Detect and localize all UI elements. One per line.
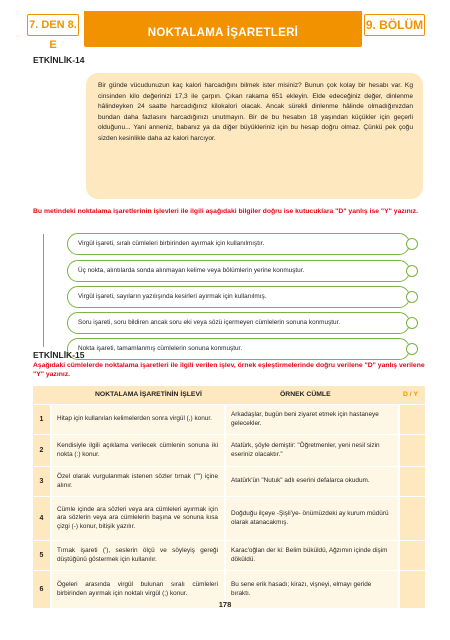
table-row — [33, 496, 425, 540]
activity-15-title: ETKİNLİK-15 — [33, 350, 85, 360]
example-cell — [226, 497, 398, 540]
function-cell — [52, 497, 224, 540]
answer-cell[interactable] — [400, 435, 425, 466]
row-number: 1 — [33, 405, 50, 434]
answer-cell[interactable] — [400, 571, 425, 608]
answer-box[interactable] — [406, 317, 418, 329]
statement-text: Virgül işareti, sayıların yazılışında kesirleri ayırmak için kullanılmış. — [78, 293, 267, 300]
answer-box[interactable] — [406, 343, 418, 355]
table-row — [33, 540, 425, 570]
example-cell — [226, 435, 398, 466]
table-row — [33, 434, 425, 466]
matching-table — [33, 386, 425, 608]
row-number: 6 — [33, 571, 50, 608]
answer-cell[interactable] — [400, 467, 425, 496]
function-cell — [52, 435, 224, 466]
example-text: Atatürk, şöyle demiştir: "Öğretmenler, yeni nesil sizin eseriniz olacaktır." — [231, 441, 380, 458]
table-header — [33, 386, 425, 404]
statement-4 — [67, 312, 410, 334]
grade-label: 7. DEN 8. E — [27, 14, 79, 36]
function-cell — [52, 541, 224, 570]
header-title: NOKTALAMA İŞARETLERİ — [147, 27, 299, 39]
column-header-example: ÖRNEK CÜMLE — [280, 391, 331, 398]
column-header-dy: D / Y — [403, 391, 418, 398]
answer-box[interactable] — [406, 265, 418, 277]
example-text: Arkadaşlar, bugün beni ziyaret etmek için hastaneye gelecekler. — [231, 410, 379, 427]
statement-5 — [67, 338, 410, 360]
chapter-label: 9. BÖLÜM — [364, 14, 425, 36]
statement-text: Üç nokta, alıntılarda sonda alınmayan kelime veya bölümlerin yerine konmuştur. — [78, 267, 305, 274]
statement-text: Soru işareti, soru bildiren ancak soru eki veya sözü içermeyen cümlelerin sonuna konmuştur. — [78, 319, 341, 326]
statement-2 — [67, 260, 410, 282]
page-header — [0, 0, 450, 51]
answer-cell[interactable] — [400, 541, 425, 570]
statements-connector — [43, 234, 65, 347]
table-row — [33, 404, 425, 434]
statement-1 — [67, 233, 410, 255]
activity-14-title: ETKİNLİK-14 — [33, 55, 85, 65]
row-number: 3 — [33, 467, 50, 496]
page-number: 178 — [218, 600, 232, 609]
example-text: Doğduğu ilçeye -Şişli'ye- önümüzdeki ay kurum müdürü olarak atanacakmış. — [231, 509, 389, 526]
answer-cell[interactable] — [400, 497, 425, 540]
example-text: Karac'oğlan der ki: Belim büküldü, Ağzımın içinde dişim döküldü. — [231, 546, 388, 563]
row-number: 4 — [33, 497, 50, 540]
answer-box[interactable] — [406, 291, 418, 303]
answer-cell[interactable] — [400, 405, 425, 434]
example-cell — [226, 571, 398, 608]
answer-box[interactable] — [406, 238, 418, 250]
function-cell — [52, 405, 224, 434]
header-title-bar — [84, 11, 362, 47]
function-text: Tırnak işareti ('), seslerin ölçü ve söyleyiş gereği düştüğünü göstermek için kullanılır. — [57, 546, 218, 563]
function-text: Özel olarak vurgulanmak istenen sözler tırnak ("") içine alınır. — [57, 472, 218, 489]
statement-text: Nokta işareti, tamamlanmış cümlelerin sonuna konmuştur. — [78, 345, 243, 352]
function-text: Hitap için kullanılan kelimelerden sonra virgül (,) konur. — [57, 415, 212, 423]
table-row — [33, 466, 425, 496]
statement-3 — [67, 286, 410, 308]
function-text: Cümle içinde ara sözleri veya ara cümleleri ayırmak için ara sözlerin veya ara cümlelerin başına ve sonuna kısa çizgi (-) konur, bitişik yazılır. — [57, 505, 218, 530]
reading-passage: Bir günde vücudunuzun kaç kalori harcadığını bilmek ister misiniz? Bunun çok kolay bir hesabı var. Kg cinsinden kilo değerinizi 17,3 ile çarpın. Çıkan rakama 651 ekleyin. Elde edeceğiniz değer, dinlenme hâlindeyken 24 saatte harcadığınız kilokalori olacak. Ancak sürekli dinlenme hâlinde olmadığınızdan bundan daha fazlasını harcadığınızı unutmayın. Bir de bu hesabın 18 yaşından küçükler için geçerli olduğunu... Yani anneniz, babanız ya da diğer büyükleriniz için bu hesap doğru olmaz. Çünkü pek çoğu sizden kesinlikle daha az kalori harcıyor. — [86, 73, 423, 199]
example-cell — [226, 467, 398, 496]
function-text: Kendisiyle ilgili açıklama verilecek cümlenin sonuna iki nokta (:) konur. — [57, 441, 218, 458]
row-number: 2 — [33, 435, 50, 466]
example-cell — [226, 405, 398, 434]
example-text: Bu sene erik hasadı; kirazı, vişneyi, elmayı geride bıraktı. — [231, 580, 372, 597]
function-cell — [52, 571, 224, 608]
activity-15-instruction: Aşağıdaki cümlelerde noktalama işaretleri ile ilgili verilen işlev, örnek eşleştirmelerinde doğru verilene "D" yanlış verilene "Y" yazınız. — [33, 362, 425, 379]
activity-14-instruction: Bu metindeki noktalama işaretlerinin işlevleri ile ilgili aşağıdaki bilgiler doğru ise kutucuklara "D" yanlış ise "Y" yazınız. — [33, 208, 418, 215]
function-cell — [52, 467, 224, 496]
example-text: Atatürk'ün "Nutuk" adlı eserini defalarca okudum. — [231, 477, 370, 485]
statement-text: Virgül işareti, sıralı cümleleri birbirinden ayırmak için kullanılmıştır. — [78, 240, 265, 247]
column-header-function: NOKTALAMA İŞARETİNİN İŞLEVİ — [95, 391, 202, 398]
row-number: 5 — [33, 541, 50, 570]
function-text: Ögeleri arasında virgül bulunan sıralı cümleleri birbirinden ayırmak için noktalı virgül (;) konur. — [57, 580, 218, 597]
example-cell — [226, 541, 398, 570]
